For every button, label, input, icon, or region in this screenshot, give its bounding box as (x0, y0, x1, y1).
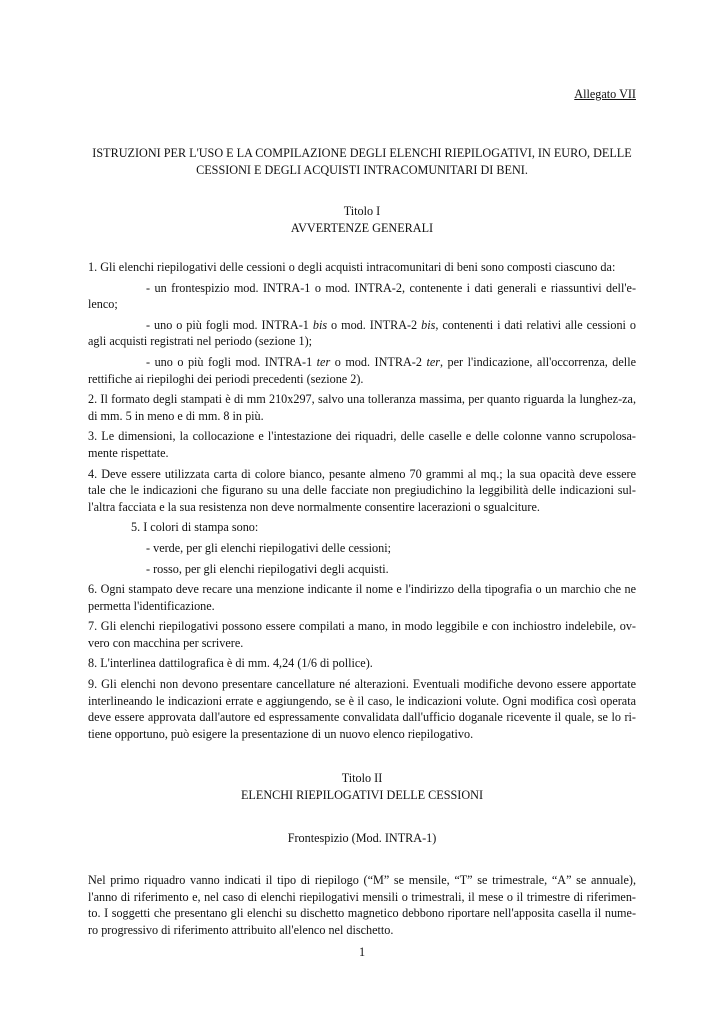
paragraph-3: 3. Le dimensioni, la collocazione e l'intestazione dei riquadri, delle caselle e delle colonne vanno scrupolosa-mente rispettate. (88, 429, 636, 460)
main-heading-line-1: ISTRUZIONI PER L'USO E LA COMPILAZIONE DEGLI ELENCHI RIEPILOGATIVI, IN EURO, DELLE (92, 146, 632, 160)
bullet-fogli-ter: - uno o più fogli mod. INTRA-1 ter o mod. INTRA-2 ter, per l'indicazione, all'occorrenza, delle rettifiche ai riepiloghi dei periodi precedenti (sezione 2). (88, 354, 636, 386)
title-1-label: Titolo I (343, 204, 381, 218)
bullet-frontespizio: - un frontespizio mod. INTRA-1 o mod. INTRA-2, contenente i dati generali e riassuntivi dell'e-lenco; (88, 280, 636, 312)
main-heading-line-2: CESSIONI E DEGLI ACQUISTI INTRACOMUNITARI DI BENI. (196, 163, 528, 177)
bullet-fogli-bis: - uno o più fogli mod. INTRA-1 bis o mod. INTRA-2 bis, contenenti i dati relativi alle cessioni o agli acquisti registrati nel periodo (sezione 1); (88, 317, 636, 349)
paragraph-9: 9. Gli elenchi non devono presentare cancellature né alterazioni. Eventuali modifiche devono essere apportate interlineando le indicazioni errate e aggiungendo, se è il caso, le indicazioni volute. Ogni modifica così operata deve essere approvata dall'autore ed espressamente convalidata dall'ufficio doganale ricevente il quale, se lo ri-tiene opportuno, può esigere la presentazione di un nuovo elenco riepilogativo. (88, 677, 636, 741)
paragraph-2: 2. Il formato degli stampati è di mm 210x297, salvo una tolleranza massima, per quanto riguarda la lunghez-za, di mm. 5 in meno e di mm. 8 in più. (88, 392, 636, 423)
page-number: 1 (358, 945, 366, 959)
paragraph-1: 1. Gli elenchi riepilogativi delle cessioni o degli acquisti intracomunitari di beni sono composti ciascuno da: (88, 260, 616, 274)
paragraph-5: 5. I colori di stampa sono: (131, 520, 259, 535)
section-1-body (88, 259, 636, 746)
paragraph-4: 4. Deve essere utilizzata carta di colore bianco, pesante almeno 70 grammi al mq.; la sua opacità deve essere tale che le indicazioni che figurano su una delle facciate non pregiudichino la leggibilità delle indicazioni sul-l'altra facciata e la sua resistenza non deve normalmente consentire lacerazioni o sgualciture. (88, 466, 636, 514)
paragraph-6: 6. Ogni stampato deve recare una menzione indicante il nome e l'indirizzo della tipografia o un marchio che ne permetta l'identificazione. (88, 582, 636, 613)
main-heading (88, 145, 636, 179)
paragraph-frontespizio: Nel primo riquadro vanno indicati il tipo di riepilogo (“M” se mensile, “T” se trimestrale, “A” se annuale), l'anno di riferimento e, nel caso di elenchi riepilogativi mensili o trimestrali, il mese o il trimestre di riferimen-to. I soggetti che presentano gli elenchi su dischetto magnetico debbono riportare nell'apposita casella il nume-ro progressivo di riferimento attribuito all'elenco nel dischetto. (88, 873, 636, 937)
section-2-body (88, 872, 636, 942)
title-2-label: Titolo II (341, 771, 383, 785)
paragraph-5-item-red: - rosso, per gli elenchi riepilogativi degli acquisti. (146, 561, 389, 576)
title-2-name: ELENCHI RIEPILOGATIVI DELLE CESSIONI (240, 788, 484, 802)
title-1-name: AVVERTENZE GENERALI (290, 221, 434, 235)
annex-label: Allegato VII (574, 87, 636, 101)
paragraph-8: 8. L'interlinea dattilografica è di mm. 4,24 (1/6 di pollice). (88, 656, 373, 671)
subtitle-frontespizio: Frontespizio (Mod. INTRA-1) (287, 831, 437, 845)
paragraph-5-item-green: - verde, per gli elenchi riepilogativi delle cessioni; (146, 540, 392, 555)
paragraph-7: 7. Gli elenchi riepilogativi possono essere compilati a mano, in modo leggibile e con inchiostro indelebile, ov-vero con macchina per scrivere. (88, 619, 636, 650)
title-2 (88, 770, 636, 804)
title-1 (88, 203, 636, 237)
